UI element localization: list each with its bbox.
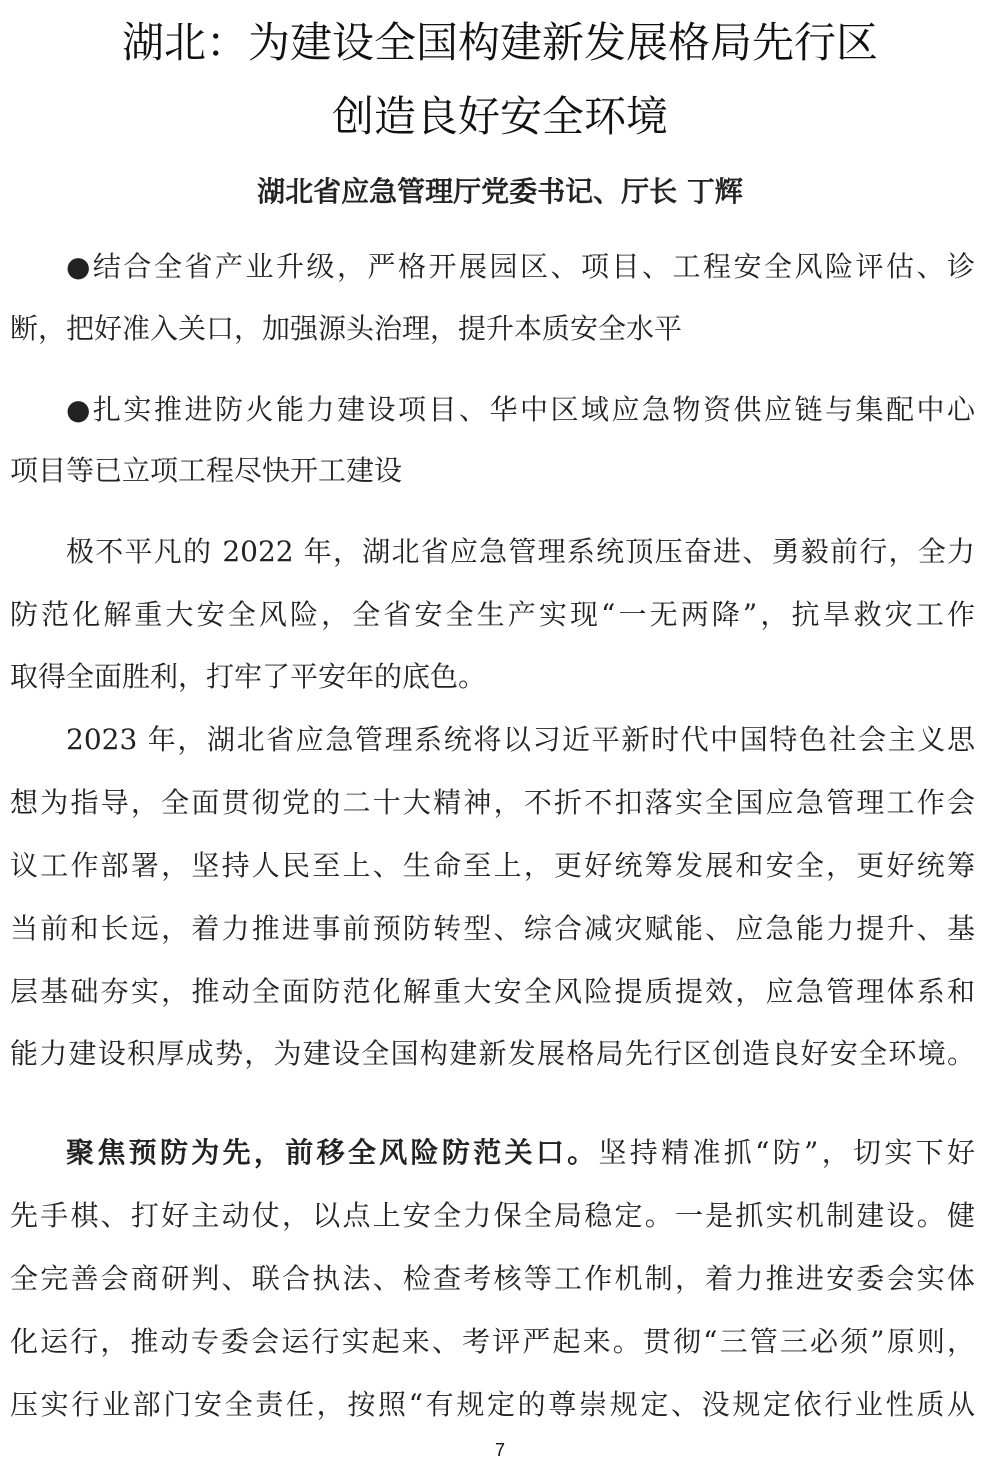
paragraph-3-line-1 — [66, 1133, 975, 1173]
author-byline: 湖北省应急管理厅党委书记、厅长 丁辉 — [257, 175, 743, 208]
paragraph-3-line-1-text: 坚持精准抓“防”，切实下好 — [598, 1136, 975, 1169]
highlight-2-line-1: ●扎实推进防火能力建设项目、华中区域应急物资供应链与集配中心 — [66, 393, 975, 426]
paragraph-2-line-5: 层基础夯实，推动全面防范化解重大安全风险提质提效，应急管理体系和 — [10, 975, 975, 1008]
highlight-1-line-2: 断，把好准入关口，加强源头治理，提升本质安全水平 — [10, 312, 683, 345]
paragraph-3-line-5: 压实行业部门安全责任，按照“有规定的尊崇规定、没规定依行业性质从 — [10, 1388, 975, 1421]
highlight-1-line-1: ●结合全省产业升级，严格开展园区、项目、工程安全风险评估、诊 — [66, 250, 975, 283]
paragraph-3-lead: 聚焦预防为先，前移全风险防范关口。 — [66, 1136, 599, 1169]
paragraph-2-line-6: 能力建设积厚成势，为建设全国构建新发展格局先行区创造良好安全环境。 — [10, 1037, 975, 1070]
article-title-line-2: 创造良好安全环境 — [331, 92, 668, 141]
paragraph-2-line-4: 当前和长远，着力推进事前预防转型、综合减灾赋能、应急能力提升、基 — [10, 912, 975, 945]
paragraph-1-line-2: 防范化解重大安全风险，全省安全生产实现“一无两降”，抗旱救灾工作 — [10, 598, 975, 631]
paragraph-1-line-1: 极不平凡的 2022 年，湖北省应急管理系统顶压奋进、勇毅前行，全力 — [66, 535, 975, 568]
paragraph-2-line-3: 议工作部署，坚持人民至上、生命至上，更好统筹发展和安全，更好统筹 — [10, 849, 975, 882]
highlight-2-line-2: 项目等已立项工程尽快开工建设 — [10, 454, 403, 487]
paragraph-3-line-2: 先手棋、打好主动仗，以点上安全力保全局稳定。一是抓实机制建设。健 — [10, 1199, 975, 1232]
article-title-line-1: 湖北：为建设全国构建新发展格局先行区 — [121, 18, 878, 67]
page-number: 7 — [494, 1440, 505, 1460]
paragraph-2-line-2: 想为指导，全面贯彻党的二十大精神，不折不扣落实全国应急管理工作会 — [10, 786, 975, 819]
paragraph-2-line-1: 2023 年，湖北省应急管理系统将以习近平新时代中国特色社会主义思 — [66, 723, 975, 756]
paragraph-1-line-3: 取得全面胜利，打牢了平安年的底色。 — [10, 660, 487, 693]
paragraph-3-line-3: 全完善会商研判、联合执法、检查考核等工作机制，着力推进安委会实体 — [10, 1262, 975, 1295]
paragraph-3-line-4: 化运行，推动专委会运行实起来、考评严起来。贯彻“三管三必须”原则， — [10, 1325, 975, 1358]
